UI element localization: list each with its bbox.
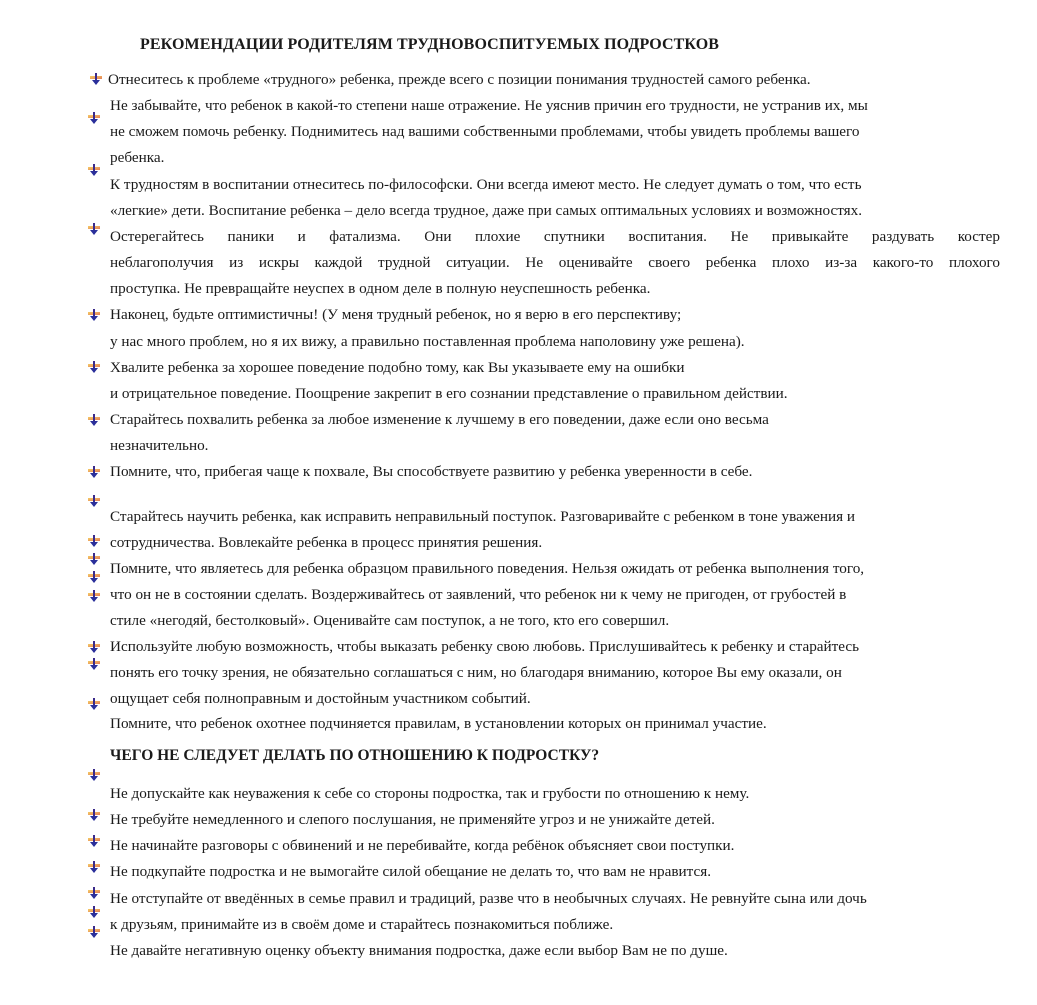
text-line: К трудностям в воспитании отнеситесь по-философски. Они всегда имеют место. Не следует думать о том, что есть (110, 176, 862, 193)
text-line: Помните, что ребенок охотнее подчиняется правилам, в установлении которых он принимал участие. (110, 715, 767, 732)
arrow-down-bullet-icon (87, 808, 101, 822)
section-heading-donts: ЧЕГО НЕ СЛЕДУЕТ ДЕЛАТЬ ПО ОТНОШЕНИЮ К ПОДРОСТКУ? (110, 747, 600, 764)
arrow-down-bullet-icon (87, 111, 101, 125)
text-line: Не подкупайте подростка и не вымогайте силой обещание не делать то, что вам не нравится. (110, 863, 711, 880)
text-line: Не отступайте от введённых в семье правил и традиций, разве что в необычных случаях. Не ревнуйте сына или дочь (110, 890, 867, 907)
arrow-down-bullet-icon (89, 72, 103, 86)
arrow-down-bullet-icon (87, 697, 101, 711)
text-line: сотрудничества. Вовлекайте ребенка в процесс принятия решения. (110, 534, 543, 551)
text-line: что он не в состоянии сделать. Воздерживайтесь от заявлений, что ребенок ни к чему не пригоден, от грубостей в (110, 586, 847, 603)
text-line: Помните, что являетесь для ребенка образцом правильного поведения. Нельзя ожидать от ребенка выполнения того, (110, 560, 865, 577)
text-line: и отрицательное поведение. Поощрение закрепит в его сознании представление о правильном действии. (110, 385, 788, 402)
arrow-down-bullet-icon (87, 570, 101, 584)
arrow-down-bullet-icon (87, 640, 101, 654)
text-line: Наконец, будьте оптимистичны! (У меня трудный ребенок, но я верю в его перспективу; (110, 306, 682, 323)
arrow-down-bullet-icon (87, 905, 101, 919)
text-line: «легкие» дети. Воспитание ребенка – дело всегда трудное, даже при самых оптимальных условиях и возможностях. (110, 202, 863, 219)
arrow-down-bullet-icon (87, 768, 101, 782)
document-title: РЕКОМЕНДАЦИИ РОДИТЕЛЯМ ТРУДНОВОСПИТУЕМЫХ ПОДРОСТКОВ (140, 36, 720, 53)
arrow-down-bullet-icon (87, 413, 101, 427)
text-line: проступка. Не превращайте неуспех в одном деле в полную неуспешность ребенка. (110, 280, 651, 297)
text-line: Остерегайтесь паники и фатализма. Они плохие спутники воспитания. Не привыкайте раздувать костер (110, 228, 1000, 245)
arrow-down-bullet-icon (87, 534, 101, 548)
arrow-down-bullet-icon (87, 589, 101, 603)
text-line: Хвалите ребенка за хорошее поведение подобно тому, как Вы указываете ему на ошибки (110, 359, 685, 376)
text-line: Не забывайте, что ребенок в какой-то степени наше отражение. Не уяснив причин его трудности, не устранив их, мы (110, 97, 868, 114)
text-line: Используйте любую возможность, чтобы выказать ребенку свою любовь. Прислушивайтесь к ребенку и старайтесь (110, 638, 860, 655)
text-line: неблагополучия из искры каждой трудной ситуации. Не оценивайте своего ребенка плохо из-за какого-то плохого (110, 254, 1000, 271)
text-line: Не требуйте немедленного и слепого послушания, не применяйте угроз и не унижайте детей. (110, 811, 715, 828)
arrow-down-bullet-icon (87, 222, 101, 236)
arrow-down-bullet-icon (87, 163, 101, 177)
text-line: Не давайте негативную оценку объекту внимания подростка, даже если выбор Вам не по душе. (110, 942, 728, 959)
arrow-down-bullet-icon (87, 886, 101, 900)
text-line: ощущает себя полноправным и достойным участником событий. (110, 690, 531, 707)
arrow-down-bullet-icon (87, 834, 101, 848)
arrow-down-bullet-icon (87, 308, 101, 322)
text-line: Не допускайте как неуважения к себе со стороны подростка, так и грубости по отношению к нему. (110, 785, 750, 802)
arrow-down-bullet-icon (87, 860, 101, 874)
arrow-down-bullet-icon (87, 925, 101, 939)
text-line: к друзьям, принимайте из в своём доме и старайтесь познакомиться поближе. (110, 916, 614, 933)
text-line: Старайтесь научить ребенка, как исправить неправильный поступок. Разговаривайте с ребенком в тоне уважения и (110, 508, 856, 525)
text-line: ребенка. (110, 149, 165, 166)
text-line: Помните, что, прибегая чаще к похвале, Вы способствуете развитию у ребенка уверенности в себе. (110, 463, 753, 480)
arrow-down-bullet-icon (87, 465, 101, 479)
arrow-down-bullet-icon (87, 360, 101, 374)
text-line: Не начинайте разговоры с обвинений и не перебивайте, когда ребёнок объясняет свои поступки. (110, 837, 735, 854)
text-line: Старайтесь похвалить ребенка за любое изменение к лучшему в его поведении, даже если оно весьма (110, 411, 769, 428)
arrow-down-bullet-icon (87, 657, 101, 671)
text-line: стиле «негодяй, бестолковый». Оценивайте сам поступок, а не того, кто его совершил. (110, 612, 670, 629)
text-line: Отнеситесь к проблеме «трудного» ребенка, прежде всего с позиции понимания трудностей самого ребенка. (108, 71, 811, 88)
arrow-down-bullet-icon (87, 494, 101, 508)
text-line: незначительно. (110, 437, 209, 454)
text-line: понять его точку зрения, не обязательно соглашаться с ним, но благодаря вниманию, которое Вы ему оказали, он (110, 664, 842, 681)
arrow-down-bullet-icon (87, 552, 101, 566)
text-line: у нас много проблем, но я их вижу, а правильно поставленная проблема наполовину уже решена). (110, 333, 745, 350)
text-line: не сможем помочь ребенку. Поднимитесь над вашими собственными проблемами, чтобы увидеть проблемы вашего (110, 123, 860, 140)
